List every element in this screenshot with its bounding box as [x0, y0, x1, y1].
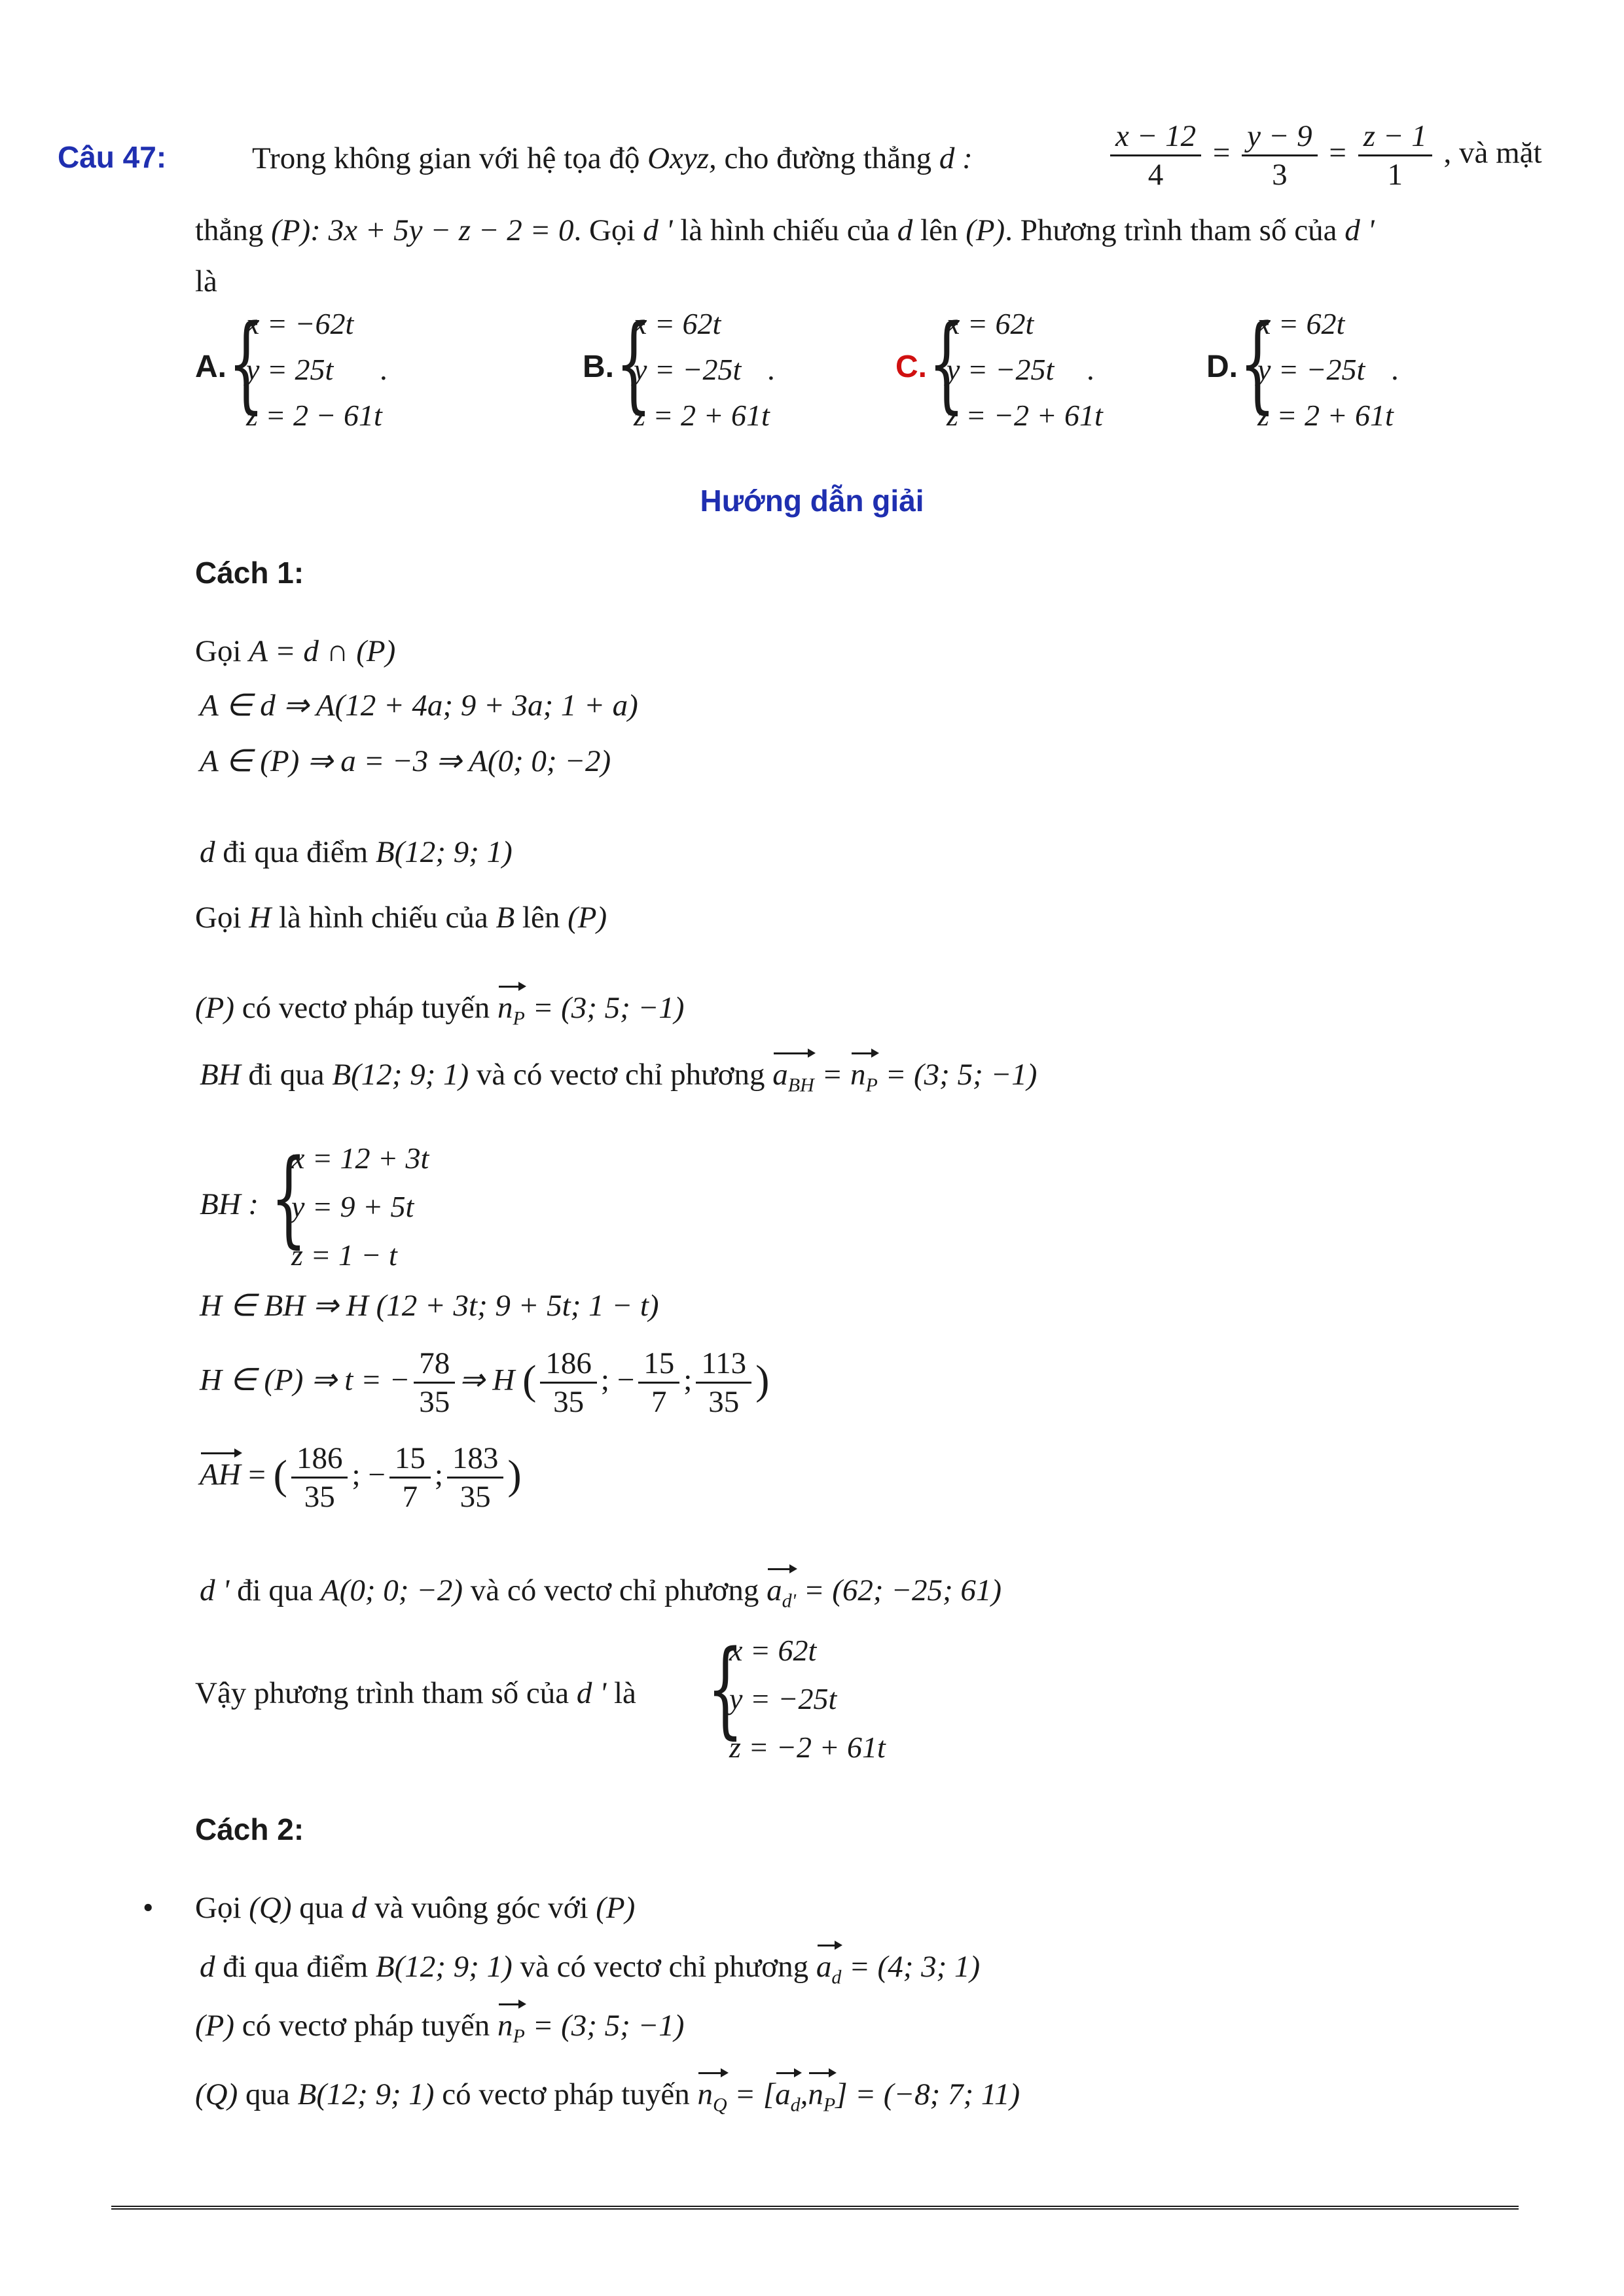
line-d-equation: $\frac{x - 12}{4}$ = $\frac{y - 9}{3}$ = $\frac{z - 1}{1}$ , và mặt [1106, 118, 1542, 193]
bh-system: BH : { x = 12 + 3t y = 9 + 5t z = 1 − t [200, 1136, 429, 1272]
vector-ad-2: $a_d$ [775, 2075, 801, 2125]
vector-np: $n_P$ [497, 988, 525, 1038]
option-b-z: z = 2 + 61t [634, 399, 770, 432]
m1-line-4: d đi qua điểm B(12; 9; 1) [200, 835, 513, 869]
m1-line-12: Vậy phương trình tham số của d ' là [195, 1676, 636, 1710]
option-d-dot: . [1391, 353, 1399, 387]
vector-np-3: $n_P$ [497, 2006, 525, 2056]
m2-line-1: Gọi (Q) qua d và vuông góc với (P) [195, 1891, 636, 1925]
vector-ad: $a_d$ [816, 1947, 842, 1997]
m2-line-3: (P) có vectơ pháp tuyến $n_P = (3$; 5; −1) [195, 2006, 684, 2056]
bullet: • [143, 1891, 154, 1925]
m1-line-6: (P) có vectơ pháp tuyến $n_P = (3$; 5; −1) [195, 988, 684, 1038]
vector-np-2: $n_P$ [850, 1055, 878, 1105]
solution-title: Hướng dẫn giải [700, 484, 924, 518]
m1-line-8: H ∈ BH ⇒ H (12 + 3t; 9 + 5t; 1 − t) [200, 1289, 659, 1323]
m1-line-9: H ∈ (P) ⇒ t = − $\frac{78}{35}$ ⇒ H ( $\frac{186}{35}$ ; − $\frac{15}{7}$ ; $\frac{113}{35}$ ) [200, 1346, 770, 1419]
option-c-x: x = 62t [947, 307, 1034, 340]
option-a-label: A. [195, 350, 226, 384]
option-c[interactable]: C. { x = 62t y = −25t z = −2 + 61t . [895, 298, 1157, 442]
question-line-3: là [195, 264, 217, 298]
option-a-x: x = −62t [246, 307, 354, 340]
m1-line-2: A ∈ d ⇒ A(12 + 4a; 9 + 3a; 1 + a) [200, 689, 638, 723]
vector-nq: $n_Q$ [697, 2075, 727, 2125]
vector-abh: $a_{BH}$ [772, 1055, 814, 1105]
result-system: { x = 62t y = −25t z = −2 + 61t [707, 1627, 886, 1764]
m1-line-11: d ' đi qua A(0; 0; −2) và có vectơ chỉ phương $a_{d'} = (62$; −25; 61) [200, 1571, 1001, 1621]
m1-line-3: A ∈ (P) ⇒ a = −3 ⇒ A(0; 0; −2) [200, 744, 611, 778]
option-d-x: x = 62t [1257, 307, 1345, 340]
option-d-y: y = −25t [1257, 353, 1365, 386]
option-c-label: C. [895, 350, 927, 384]
m2-line-2: d đi qua điểm B(12; 9; 1) và có vectơ chỉ phương $a_d = (4$; 3; 1) [200, 1947, 980, 1997]
option-c-z: z = −2 + 61t [947, 399, 1103, 432]
option-b-x: x = 62t [634, 307, 721, 340]
option-a-dot: . [380, 353, 388, 387]
m1-line-5: Gọi H là hình chiếu của B lên (P) [195, 901, 607, 935]
option-d-z: z = 2 + 61t [1257, 399, 1394, 432]
option-b-label: B. [583, 350, 614, 384]
option-c-y: y = −25t [947, 353, 1055, 386]
vector-ah: AH [200, 1455, 241, 1494]
option-b-y: y = −25t [634, 353, 742, 386]
m1-line-1: Gọi A = d ∩ (P) [195, 634, 396, 668]
option-d-label: D. [1206, 350, 1238, 384]
footer-rule [111, 2206, 1519, 2210]
question-line-1: Trong không gian với hệ tọa độ Oxyz, cho đường thẳng d : [252, 141, 973, 175]
method1-title: Cách 1: [195, 556, 304, 590]
question-line-2: thẳng (P): 3x + 5y − z − 2 = 0. Gọi d ' là hình chiếu của d lên (P). Phương trình tham số của d ' [195, 213, 1375, 247]
option-a[interactable]: A. { x = −62t y = 25t z = 2 − 61t . [195, 298, 457, 442]
vector-np-4: $n_P$ [808, 2075, 835, 2125]
option-d[interactable]: D. { x = 62t y = −25t z = 2 + 61t . [1206, 298, 1468, 442]
option-a-z: z = 2 − 61t [246, 399, 382, 432]
option-b-dot: . [767, 353, 775, 387]
vector-ad-prime: $a_{d'}$ [767, 1571, 796, 1621]
m2-line-4: (Q) qua B(12; 9; 1) có vectơ pháp tuyến $n_Q = [a_d,n_P] = (-8$; 7; 11) [195, 2075, 1020, 2125]
option-c-dot: . [1087, 353, 1094, 387]
option-a-y: y = 25t [246, 353, 334, 386]
question-number: Câu 47: [58, 140, 167, 174]
m1-line-7: BH đi qua B(12; 9; 1) và có vectơ chỉ phương $a_{BH} = n_P = (3$; 5; −1) [200, 1055, 1037, 1105]
m1-line-10: AH = ( $\frac{186}{35}$ ; − $\frac{15}{7}$ ; $\frac{183}{35}$ ) [200, 1441, 522, 1514]
option-b[interactable]: B. { x = 62t y = −25t z = 2 + 61t . [583, 298, 844, 442]
method2-title: Cách 2: [195, 1812, 304, 1846]
